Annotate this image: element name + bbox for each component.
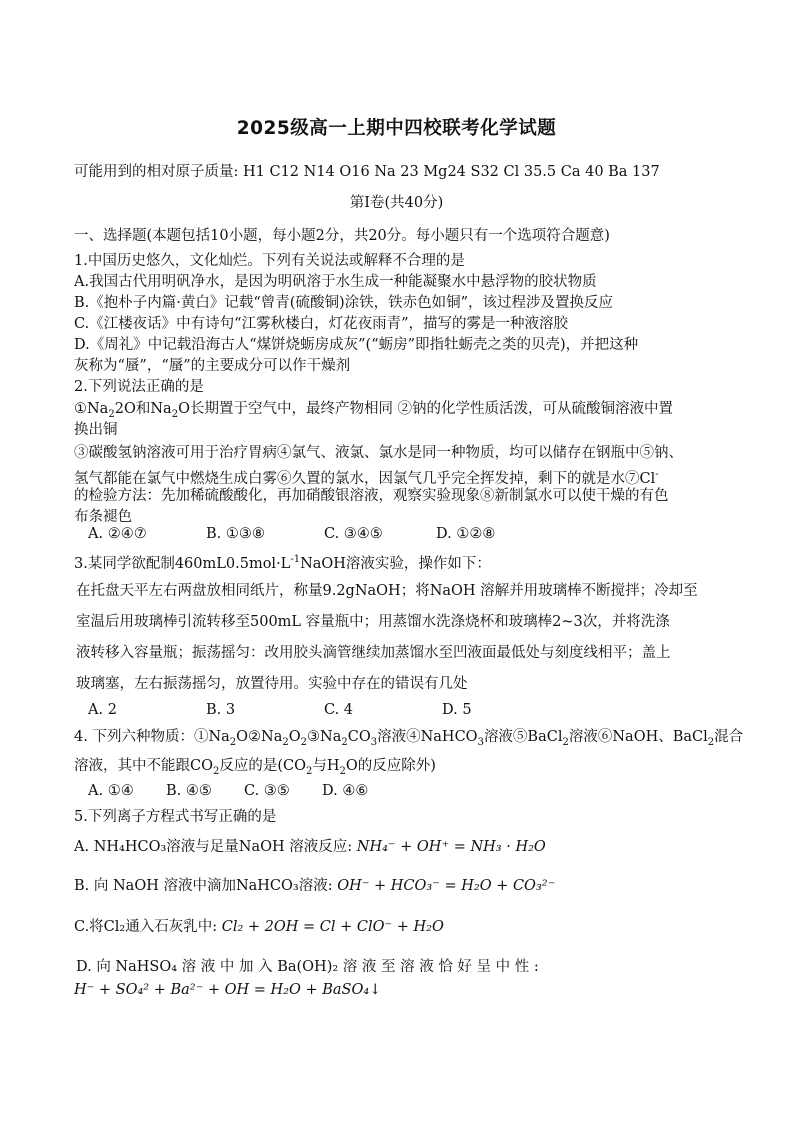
q5-option-d-equation: H⁻ + SO₄² + Ba²⁻ + OH = H₂O + BaSO₄↓ xyxy=(74,982,382,998)
q1-option-b: B.《抱朴子内篇·黄白》记载“曾青(硫酸铜)涂铁，铁赤色如铜”，该过程涉及置换反应 xyxy=(74,295,614,311)
q3-option-a: A. 2 xyxy=(88,702,117,718)
q5-option-c-equation: Cl₂ + 2OH = Cl + ClO⁻ + H₂O xyxy=(221,919,444,935)
q4-stem-line1: 4. 下列六种物质：$①Na_2O②Na_2O_2③Na_2CO_3$溶液④NaHCO$_3$溶液⑤BaCl$_2$溶液⑥NaOH、BaCl$_2$混合 xyxy=(74,729,744,748)
q2-line6: 布条褪色 xyxy=(74,509,132,525)
q5-stem: 5.下列离子方程式书写正确的是 xyxy=(74,809,277,825)
section-1-heading: 一、选择题(本题包括10小题，每小题2分，共20分。每小题只有一个选项符合题意) xyxy=(74,228,610,244)
q2-line3: ③碳酸氢钠溶液可用于治疗胃病④氯气、液氯、氯水是同一种物质，均可以储存在钢瓶中⑤钠、 xyxy=(74,445,683,461)
q5-option-b-equation: OH⁻ + HCO₃⁻ = H₂O + CO₃²⁻ xyxy=(337,878,556,894)
q3-option-d: D. 5 xyxy=(442,702,472,718)
q1-stem: 1.中国历史悠久，文化灿烂。下列有关说法或解释不合理的是 xyxy=(74,253,465,269)
q4-option-c: C. ③⑤ xyxy=(244,783,290,799)
q2-line2: 换出铜 xyxy=(74,422,118,438)
q2-option-b: B. ①③⑧ xyxy=(206,526,265,542)
q3-option-c: C. 4 xyxy=(324,702,354,718)
q5-option-c: C.将Cl₂通入石灰乳中: Cl₂ + 2OH = Cl + ClO⁻ + H₂O xyxy=(74,919,444,935)
q3-para-line3: 液转移入容量瓶；振荡摇匀：改用胶头滴管继续加蒸馏水至凹液面最低处与刻度线相平；盖上 xyxy=(76,645,671,661)
q2-option-d: D. ①②⑧ xyxy=(436,526,496,542)
q1-option-c: C.《江楼夜话》中有诗句“江雾秋楼白，灯花夜雨青”，描写的雾是一种液溶胶 xyxy=(74,316,569,332)
q2-option-a: A. ②④⑦ xyxy=(88,526,147,542)
q2-option-c: C. ③④⑤ xyxy=(324,526,383,542)
q2-stem: 2.下列说法正确的是 xyxy=(74,379,204,395)
q4-options xyxy=(88,781,368,801)
q3-option-b: B. 3 xyxy=(206,702,236,718)
q1-option-d-line1: D.《周礼》中记载沿海古人“煤饼烧蛎房成灰”(“蛎房”即指牡蛎壳之类的贝壳)，并把这种 xyxy=(74,337,639,353)
q2-options xyxy=(88,524,495,544)
q2-line5: 的检验方法：先加稀硫酸酸化，再加硝酸银溶液，观察实验现象⑧新制氯水可以使干燥的有色 xyxy=(74,488,669,504)
q3-stem: 3.某同学欲配制$460mL0.5mol\cdot L^{-1}NaOH$溶液实验，操作如下： xyxy=(74,554,491,572)
q5-option-b: B. 向 NaOH 溶液中滴加NaHCO₃溶液: OH⁻ + HCO₃⁻ = H₂O + CO₃²⁻ xyxy=(74,878,556,894)
q2-line1: $①Na_22O$和$Na_2O$长期置于空气中，最终产物相同 ②钠的化学性质活泼，可从硫酸铜溶液中置 xyxy=(74,401,674,420)
q2-line4: 氢气都能在氯气中燃烧生成白雾⑥久置的氯水，因氯气几乎完全挥发掉，剩下的就是水⑦Cl- xyxy=(74,469,659,487)
q4-option-a: A. ①④ xyxy=(88,783,134,799)
q3-para-line4: 玻璃塞，左右振荡摇匀，放置待用。实验中存在的错误有几处 xyxy=(76,676,468,692)
exam-title: 2025级高一上期中四校联考化学试题 xyxy=(236,118,557,139)
q4-option-d: D. ④⑥ xyxy=(322,783,369,799)
q4-option-b: B. ④⑤ xyxy=(166,783,212,799)
volume-header: 第Ⅰ卷(共40分) xyxy=(349,195,444,211)
atomic-masses: 可能用到的相对原子质量: H1 C12 N14 O16 Na 23 Mg24 S32 Cl 35.5 Ca 40 Ba 137 xyxy=(74,164,660,180)
q4-stem-line2: 溶液，其中不能跟$CO_2$反应的是($CO_2$与$H_2O$的反应除外) xyxy=(74,758,436,777)
q3-para-line1: 在托盘天平左右两盘放相同纸片，称量9.2gNaOH；将NaOH 溶解并用玻璃棒不断搅拌；冷却至 xyxy=(76,583,698,599)
q5-option-a: A. NH₄HCO₃溶液与足量NaOH 溶液反应: NH₄⁻ + OH⁺ = NH₃ · H₂O xyxy=(74,839,546,855)
q3-options xyxy=(88,700,472,720)
q5-option-d-text: D. 向 NaHSO₄ 溶 液 中 加 入 Ba(OH)₂ 溶 液 至 溶 液 恰 好 呈 中 性 : xyxy=(76,959,539,975)
q1-option-a: A.我国古代用明矾净水，是因为明矾溶于水生成一种能凝聚水中悬浮物的胶状物质 xyxy=(74,274,597,290)
q1-option-d-line2: 灰称为“蜃”，“蜃”的主要成分可以作干燥剂 xyxy=(74,358,351,374)
q3-para-line2: 室温后用玻璃棒引流转移至500mL 容量瓶中；用蒸馏水洗涤烧杯和玻璃棒2~3次，并将洗涤 xyxy=(76,614,670,630)
q5-option-a-equation: NH₄⁻ + OH⁺ = NH₃ · H₂O xyxy=(356,839,546,855)
